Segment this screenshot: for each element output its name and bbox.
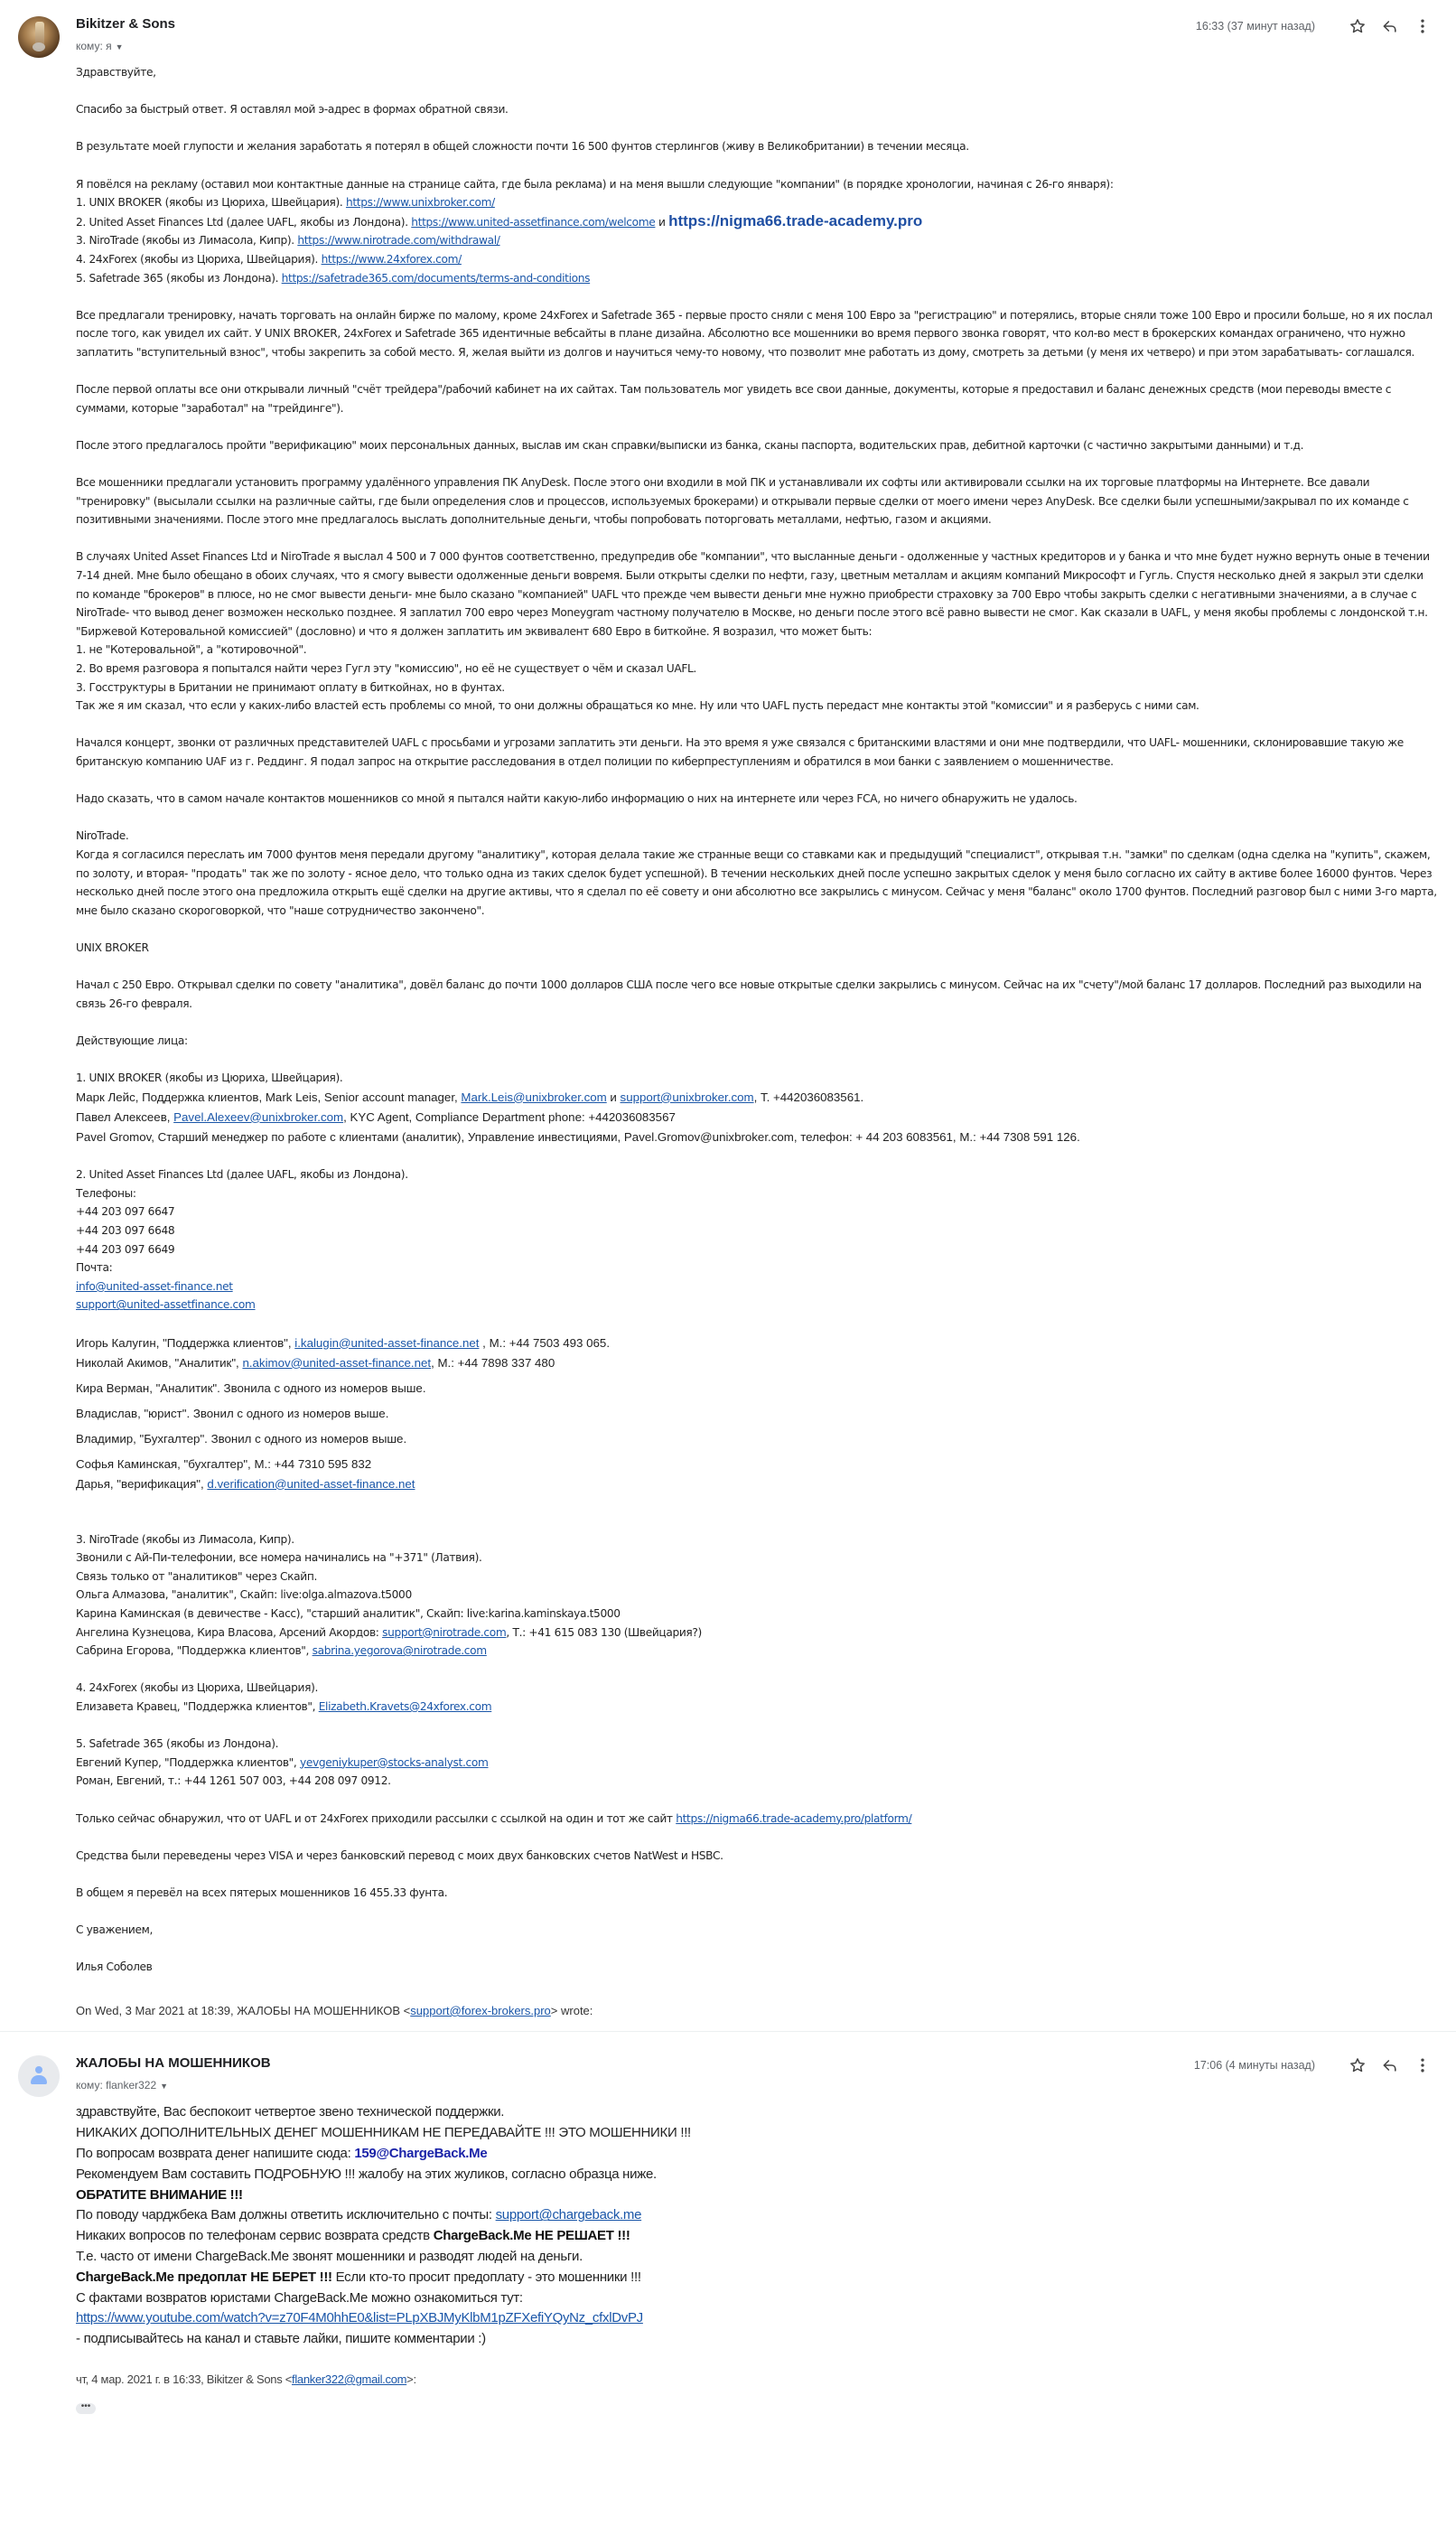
signature: Илья Соболев: [76, 1960, 153, 1974]
reply-line: - подписывайтесь на канал и ставьте лайки, пишите комментарии :): [76, 2331, 486, 2347]
actor-vladimir: Владимир, "Бухгалтер". Звонил с одного из номеров выше.: [76, 1431, 407, 1446]
joiner-text: и: [655, 215, 669, 229]
niro-line: Карина Каминская (в девичестве - Касс), "старший аналитик", Скайп: live:karina.kaminskaya.t5000: [76, 1606, 621, 1620]
sender-name[interactable]: Bikitzer & Sons: [76, 16, 176, 32]
reply-text: Если кто-то просит предоплату - это мошенники !!!: [331, 2269, 641, 2285]
sender-avatar[interactable]: [18, 2055, 60, 2097]
objection-item: 2. Во время разговора я попытался найти через Гугл эту "комиссию", но её не существует о чём и сказал UAFL.: [76, 662, 696, 675]
paragraph-concert: Начался концерт, звонки от различных представителей UAFL с просьбами и угрозами заплатить эти деньги. На это время я уже связался с британскими властями и они мне подтвердили, что UAFL- мошенники, склонировавшие такую же британскую компанию UAF из г. Реддинг. Я подал запрос на открытие расследования в отдел полиции по киберпреступлениям и обратился в мои банки с заявлением о мошенничестве.: [76, 736, 1404, 768]
companies-list: [76, 175, 1438, 288]
email-link[interactable]: info@united-asset-finance.net: [76, 1279, 233, 1293]
bold-text: ChargeBack.Me НЕ РЕШАЕТ !!!: [433, 2228, 630, 2244]
reply-line: Т.е. часто от имени ChargeBack.Me звонят мошенники и разводят людей на деньги.: [76, 2249, 583, 2265]
company-link[interactable]: https://www.unixbroker.com/: [345, 196, 495, 210]
actor-text: , М.: +44 7503 493 065.: [479, 1335, 611, 1350]
objection-item: 1. не "Котеровальной", а "котировочной".: [76, 643, 307, 657]
reply-line: [76, 2268, 1456, 2288]
company-link[interactable]: https://www.united-assetfinance.com/welcome: [411, 215, 656, 229]
actor-vladislav: Владислав, "юрист". Звонил с одного из номеров выше.: [76, 1406, 389, 1420]
email-link[interactable]: i.kalugin@united-asset-finance.net: [294, 1335, 480, 1350]
nirotrade-block: [76, 827, 1438, 920]
recipient-details-toggle[interactable]: [76, 40, 124, 52]
message-header: [0, 2039, 1456, 2102]
actor-text: Сабрина Егорова, "Поддержка клиентов",: [76, 1644, 313, 1658]
actors-nirotrade: [76, 1530, 1438, 1661]
paragraph-verification: После этого предлагалось пройти "верификацию" моих персональных данных, выслав им скан справки/выписки из банка, сканы паспорта, водительских прав, дебитной карточки (с частично закрытыми данными) и т.д.: [76, 438, 1304, 452]
phones-label: Телефоны:: [76, 1186, 136, 1200]
star-icon[interactable]: [1348, 2055, 1367, 2075]
actor-verman: Кира Верман, "Аналитик". Звонила с одного из номеров выше.: [76, 1380, 426, 1395]
niro-line: Звонили с Ай-Пи-телефонии, все номера начинались на "+371" (Латвия).: [76, 1551, 482, 1565]
reply-line: [76, 2185, 1456, 2206]
attention-text: ОБРАТИТЕ ВНИМАНИЕ !!!: [76, 2186, 243, 2203]
actor-darya: [76, 1474, 1438, 1494]
reply-icon[interactable]: [1380, 2055, 1400, 2075]
actors-safe-title: 5. Safetrade 365 (якобы из Лондона).: [76, 1737, 279, 1751]
nirotrade-title: NiroTrade.: [76, 829, 129, 843]
paragraph-cases: В случаях United Asset Finances Ltd и NiroTrade я выслал 4 500 и 7 000 фунтов соответственно, предупредив обе "компании", что высланные деньги - одолженные у частных кредиторов и у банка и что мне будет нужно вернуть оные в течении 7-14 дней. Мне было обещано в обоих случаях, что я смогу вывести одолженные деньги вовремя. Были открыты сделки по нефти, газу, цветным металлам и акциям компаний Микрософт и Гугль. Спустя несколько дней я закрыл эти сделки по команде "брокеров" в плюсе, но не смог вывести деньги- мне было сказано "компанией" UAFL что прежде чем вывести деньги мне нужно приобрести страховку за 700 Евро чтобы закрыть сделки с негативными значениями, а в случае с NiroTrade- что вывод денег возможен несколько позднее. Я заплатил 700 евро через Moneygram частному получателю в Москве, но деньги после этого всё равно вывести не смог. Как сказали в UAFL, у меня якобы проблемы с лондонской т.н. "Биржевой Котеровальной комиссией" (дословно) и что я должен заплатить им эквивалент 680 Евро в биткойне. Я возразил, что может быть:: [76, 550, 1430, 638]
paragraph-training: Все предлагали тренировку, начать торговать на онлайн бирже по малому, кроме 24xForex и Safetrade 365 - первые просто сняли с меня 100 Евро за "регистрацию" и потерялись, вторые сняли тоже 100 Евро и просили больше, но я их послал после того, как увидел их сайт. У UNIX BROKER, 24xForex и Safetrade 365 идентичные вебсайты в плане дизайна. Абсолютно все мошенники во время первого звонка говорят, что кол-во мест в брокерских командах ограничено, что нужно заплатить "вступительный взнос", чтобы закрепить за собой место. Я, желая выйти из долгов и научиться чему-то новому, что позволит мне работать из дому, смотреть за детьми (у меня их четверо) и при этом зарабатывать- соглашался.: [76, 308, 1433, 359]
actors-unix-title: 1. UNIX BROKER (якобы из Цюриха, Швейцария).: [76, 1071, 343, 1085]
email-link[interactable]: Elizabeth.Kravets@24xforex.com: [318, 1699, 492, 1713]
greeting: Здравствуйте,: [76, 66, 156, 79]
actor-pavel-alexeev: [76, 1108, 1438, 1128]
reply-icon[interactable]: [1380, 16, 1400, 36]
unix-title: UNIX BROKER: [76, 940, 149, 954]
company-text: 3. NiroTrade (якобы из Лимасола, Кипр).: [76, 234, 298, 248]
reply-line: Рекомендуем Вам составить ПОДРОБНУЮ !!! жалобу на этих жуликов, согласно образца ниже.: [76, 2166, 657, 2182]
phone-number: +44 203 097 6647: [76, 1205, 175, 1219]
actors-safetrade: [76, 1735, 1438, 1791]
actor-pavel-gromov: Pavel Gromov, Старший менеджер по работе с клиентами (аналитик), Управление инвестициями, Pavel.Gromov@unixbroker.com, телефон: + 44 203 6083561, М.: +44 7308 591 126.: [76, 1129, 1080, 1144]
actors-forex-title: 4. 24xForex (якобы из Цюриха, Швейцария).: [76, 1681, 319, 1695]
email-link[interactable]: yevgeniykuper@stocks-analyst.com: [299, 1755, 489, 1769]
message-meta: [1196, 16, 1433, 36]
actor-text: , М.: +44 7898 337 480: [431, 1355, 555, 1370]
mail-label: Почта:: [76, 1261, 113, 1275]
sender-name[interactable]: ЖАЛОБЫ НА МОШЕННИКОВ: [76, 2055, 271, 2072]
forex-line: [76, 1698, 1438, 1717]
reply-line: НИКАКИХ ДОПОЛНИТЕЛЬНЫХ ДЕНЕГ МОШЕННИКАМ НЕ ПЕРЕДАВАЙТЕ !!! ЭТО МОШЕННИКИ !!!: [76, 2125, 691, 2141]
actor-sofia: Софья Каминская, "бухгалтер", М.: +44 7310 595 832: [76, 1456, 372, 1471]
company-link-secondary[interactable]: https://nigma66.trade-academy.pro: [668, 211, 923, 229]
niro-line: Ольга Алмазова, "аналитик", Скайп: live:olga.almazova.t5000: [76, 1588, 412, 1602]
quote-text: On Wed, 3 Mar 2021 at 18:39, ЖАЛОБЫ НА МОШЕННИКОВ <: [76, 2003, 411, 2017]
star-icon[interactable]: [1348, 16, 1367, 36]
caret-down-icon: ▼: [160, 2082, 169, 2091]
company-item: [76, 212, 1438, 232]
company-item: [76, 193, 1438, 212]
email-link[interactable]: Pavel.Alexeev@unixbroker.com: [173, 1109, 344, 1124]
reply-line: [76, 2144, 1456, 2165]
actor-text: Николай Акимов, "Аналитик",: [76, 1355, 243, 1370]
reply-line: здравствуйте, Вас беспокоит четвертое звено технической поддержки.: [76, 2104, 505, 2120]
actors-24xforex: [76, 1679, 1438, 1716]
caret-down-icon: ▼: [115, 42, 124, 51]
paragraph-funds: Средства были переведены через VISA и через банковский перевод с моих двух банковских счетов NatWest и HSBC.: [76, 1848, 723, 1862]
actor-text: Елизавета Кравец, "Поддержка клиентов",: [76, 1699, 319, 1713]
recipient-label: кому: я: [76, 40, 112, 52]
company-item: [76, 250, 1438, 269]
company-item: [76, 231, 1438, 250]
reply-line: С фактами возвратов юристами ChargeBack.Me можно ознакомиться тут:: [76, 2289, 523, 2306]
message-body: [0, 63, 1456, 2020]
phone-number: +44 203 097 6648: [76, 1224, 175, 1238]
message-time: 16:33 (37 минут назад): [1195, 20, 1315, 33]
actor-kalugin: [76, 1334, 1438, 1353]
reply-line: [76, 2226, 1456, 2247]
safe-line: Роман, Евгений, т.: +44 1261 507 003, +44 208 097 0912.: [76, 1774, 391, 1788]
paragraph-loss: В результате моей глупости и желания заработать я потерял в общей сложности почти 16 500 фунтов стерлингов (живу в Великобритании) в течении месяца.: [76, 140, 969, 154]
paragraph-discovered: [76, 1810, 1438, 1829]
show-trimmed-content-button[interactable]: •••: [76, 2403, 96, 2414]
quoted-attribution: [76, 2370, 1456, 2391]
attr-text: >:: [406, 2372, 416, 2386]
actor-text: Дарья, "верификация",: [76, 1476, 208, 1491]
niro-line: [76, 1624, 1438, 1642]
email-link[interactable]: sabrina.yegorova@nirotrade.com: [312, 1644, 487, 1658]
actor-text: , KYC Agent, Compliance Department phone: +442036083567: [343, 1109, 676, 1124]
actors-uafl-people: [76, 1334, 1438, 1494]
actors-unix: [76, 1069, 1438, 1147]
niro-line: [76, 1642, 1438, 1661]
objection-item: Так же я им сказал, что если у каких-либо властей есть проблемы со мной, то они должны обращаться ко мне. Ну или что UAFL пусть передаст мне контакты этой "комиссии" и я разберусь с ними сам.: [76, 699, 1199, 713]
paragraph-total: В общем я перевёл на всех пятерых мошенников 16 455.33 фунта.: [76, 1886, 448, 1899]
platform-link[interactable]: https://nigma66.trade-academy.pro/platform/: [676, 1811, 912, 1825]
actor-text: Павел Алексеев,: [76, 1109, 174, 1124]
paragraph-fca: Надо сказать, что в самом начале контактов мошенников со мной я пытался найти какую-либо информацию о них на интернете или через FCA, но ничего обнаружить не удалось.: [76, 792, 1078, 806]
actors-title: Действующие лица:: [76, 1034, 188, 1047]
attr-text: чт, 4 мар. 2021 г. в 16:33, Bikitzer & Sons <: [76, 2372, 293, 2386]
reply-line: [76, 2205, 1456, 2226]
company-text: 5. Safetrade 365 (якобы из Лондона).: [76, 271, 282, 285]
email-item: [76, 1296, 1438, 1315]
actor-text: , Т. +442036083561.: [753, 1090, 864, 1104]
actors-uafl: [76, 1165, 1438, 1315]
reply-text: Никаких вопросов по телефонам сервис возврата средств: [76, 2228, 434, 2244]
paragraph-unix: Начал с 250 Евро. Открывал сделки по совету "аналитика", довёл баланс до почти 1000 долларов США после чего все новые открытые сделки закрылись с минусом. Сейчас на их "счету"/мой баланс 17 долларов. Последний раз выходили на связь 26-го февраля.: [76, 978, 1422, 1010]
paragraph-intro: Я повёлся на рекламу (оставил мои контактные данные на странице сайта, где была реклама) и на меня вышли следующие "компании" (в порядке хронологии, начиная с 26-го января):: [76, 177, 1114, 191]
email-link[interactable]: support@nirotrade.com: [382, 1625, 507, 1639]
email-link[interactable]: flanker322@gmail.com: [292, 2372, 407, 2386]
email-link[interactable]: Mark.Leis@unixbroker.com: [461, 1090, 607, 1104]
actor-mark-leis: [76, 1088, 1438, 1108]
actor-text: Игорь Калугин, "Поддержка клиентов",: [76, 1335, 295, 1350]
recipient-label: кому: flanker322: [76, 2079, 157, 2092]
quote-text: > wrote:: [550, 2003, 593, 2017]
company-text: 1. UNIX BROKER (якобы из Цюриха, Швейцария).: [76, 196, 346, 210]
person-icon: [35, 2066, 42, 2073]
company-link[interactable]: https://safetrade365.com/documents/terms-and-conditions: [281, 271, 591, 285]
actor-text: , Т.: +41 615 083 130 (Швейцария?): [506, 1625, 702, 1639]
actor-text: Марк Лейс, Поддержка клиентов, Mark Leis, Senior account manager,: [76, 1090, 462, 1104]
joiner-text: и: [606, 1090, 621, 1104]
email-link[interactable]: support@united-assetfinance.com: [76, 1298, 256, 1312]
more-vert-icon[interactable]: [1413, 2055, 1433, 2075]
discovered-text: Только сейчас обнаружил, что от UAFL и от 24xForex приходили рассылки с ссылкой на один и тот же сайт: [76, 1811, 677, 1825]
paragraph-cases-block: [76, 547, 1438, 715]
sender-avatar[interactable]: [18, 16, 60, 58]
company-text: 4. 24xForex (якобы из Цюриха, Швейцария).: [76, 252, 322, 266]
more-vert-icon[interactable]: [1413, 16, 1433, 36]
actors-uafl-title: 2. United Asset Finances Ltd (далее UAFL, якобы из Лондона).: [76, 1168, 408, 1182]
regards: С уважением,: [76, 1923, 153, 1937]
quoted-attribution: [76, 2002, 1438, 2021]
actor-akimov: [76, 1353, 1438, 1373]
recipient-details-toggle[interactable]: [76, 2079, 168, 2091]
paragraph-cabinet: После первой оплаты все они открывали личный "счёт трейдера"/рабочий кабинет на их сайтах. Там пользователь мог увидеть все свои данные, документы, которые я предоставил и баланс денежных средств (мои переводы вместе с суммами, которые "заработал" на "трейдинге").: [76, 383, 1392, 415]
reply-line: [76, 2308, 1456, 2329]
actors-niro-title: 3. NiroTrade (якобы из Лимасола, Кипр).: [76, 1532, 294, 1546]
bold-text: ChargeBack.Me предоплат НЕ БЕРЕТ !!!: [76, 2269, 332, 2285]
message-header: [0, 0, 1456, 63]
chargeback-email[interactable]: 159@ChargeBack.Me: [354, 2146, 488, 2162]
actor-text: Ангелина Кузнецова, Кира Власова, Арсений Акордов:: [76, 1625, 383, 1639]
paragraph-nirotrade: Когда я согласился переслать им 7000 фунтов меня передали другому "аналитику", которая делала такие же странные вещи со ставками как и предыдущий "специалист", открывая т.н. "замки" по сделкам (одна сделка на "купить", скажем, по золоту, и вторая- "продать" так же по золоту - ясное дело, что только одна из таких сделок будет успешной). В течении нескольких дней после успешно закрытых сделок у меня было согласно их сайту в активе более 16000 фунтов. Через несколько дней после этого она предложила открыть ещё сделки на другие активы, что я сделал по её совету и они абсолютно все закрылись с минусом. Сейчас у меня "баланс" около 1700 фунтов. Последний разговор был с ними 3-го марта, мне было сказано скороговоркой, что "наше сотрудничество закончено".: [76, 847, 1437, 917]
email-item: [76, 1277, 1438, 1296]
objection-item: 3. Госструктуры в Британии не принимают оплату в биткойнах, но в фунтах.: [76, 680, 505, 694]
actor-text: Евгений Купер, "Поддержка клиентов",: [76, 1755, 300, 1769]
email-link[interactable]: n.akimov@united-asset-finance.net: [242, 1355, 432, 1370]
youtube-link[interactable]: https://www.youtube.com/watch?v=z70F4M0hhE0&list=PLpXBJMyKlbM1pZFXefiYQyNz_cfxlDvPJ: [76, 2310, 643, 2326]
message-meta: [1194, 2055, 1433, 2075]
email-link[interactable]: support@chargeback.me: [495, 2207, 642, 2223]
company-item: [76, 269, 1438, 288]
safe-line: [76, 1754, 1438, 1773]
phone-number: +44 203 097 6649: [76, 1242, 175, 1256]
email-link[interactable]: support@forex-brokers.pro: [410, 2003, 551, 2017]
niro-line: Связь только от "аналитиков" через Скайп.: [76, 1569, 317, 1583]
email-message-2: [0, 2032, 1456, 2415]
message-time: 17:06 (4 минуты назад): [1193, 2059, 1315, 2073]
company-link[interactable]: https://www.24xforex.com/: [321, 252, 462, 266]
message-body: [0, 2102, 1456, 2415]
company-link[interactable]: https://www.nirotrade.com/withdrawal/: [297, 234, 500, 248]
reply-text: По вопросам возврата денег напишите сюда:: [76, 2146, 355, 2162]
company-text: 2. United Asset Finances Ltd (далее UAFL, якобы из Лондона).: [76, 215, 412, 229]
paragraph-thanks: Спасибо за быстрый ответ. Я оставлял мой э-адрес в формах обратной связи.: [76, 103, 509, 117]
paragraph-anydesk: Все мошенники предлагали установить программу удалённого управления ПК AnyDesk. После этого они входили в мой ПК и устанавливали их софты или активировали ссылки на их торговые платформы на Интернете. Все давали "тренировку" (высылали ссылки на различные сайты, где были определения слов и процессов, используемых брокерами) и открывали первые сделки от моего имени через AnyDesk. Все сделки были успешными/закрывал по их команде с позитивными значениями. После этого мне предлагалось выслать дополнительные деньги, чтобы попробовать поторговать металлами, нефтью, газом и акциями.: [76, 476, 1409, 527]
email-link[interactable]: support@unixbroker.com: [620, 1090, 754, 1104]
reply-text: По поводу чарджбека Вам должны ответить исключительно с почты:: [76, 2207, 496, 2223]
email-link[interactable]: d.verification@united-asset-finance.net: [207, 1476, 415, 1491]
